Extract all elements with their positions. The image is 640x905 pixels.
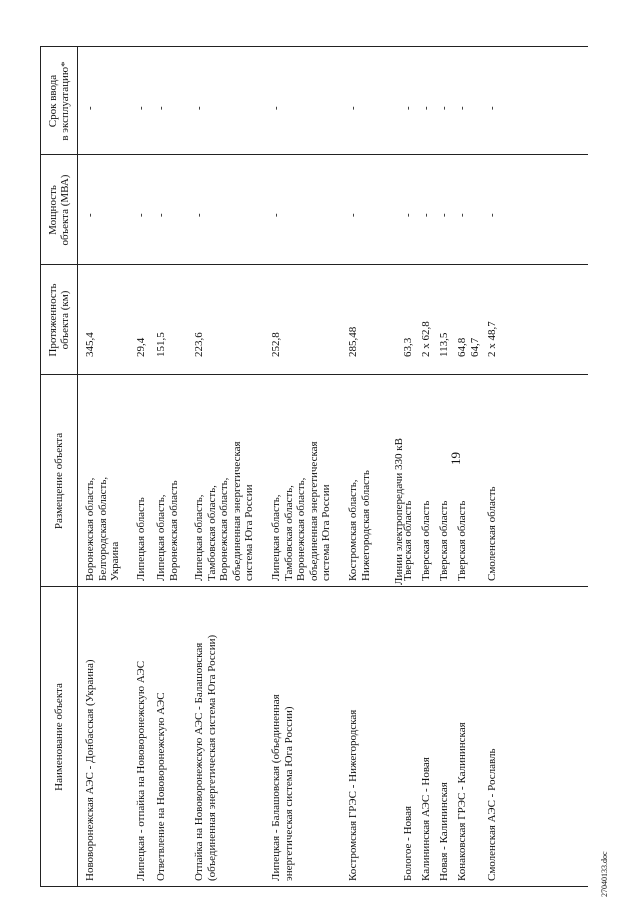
cell-power: - — [347, 213, 359, 217]
cell-location: Тверская область — [456, 500, 468, 581]
header-power: Мощность объекта (МВА) — [46, 174, 71, 246]
header-date: Срок ввода в эксплуатацию* — [46, 61, 71, 141]
cell-length: 2 х 48,7 — [486, 321, 498, 357]
cell-date: - — [84, 106, 96, 110]
cell-date: - — [155, 106, 167, 110]
col-border — [40, 886, 588, 887]
cell-location: Липецкая область, Воронежская область — [155, 480, 180, 581]
cell-name: Липецкая - отпайка на Нововоронежскую АЭС — [135, 660, 147, 881]
cell-name: Ответвление на Нововоронежскую АЭС — [155, 692, 167, 881]
cell-name: Липецкая - Балашовская (объединенная энергетическая система Юга России) — [270, 694, 295, 881]
cell-location: Тверская область — [420, 500, 432, 581]
cell-power: - — [135, 213, 147, 217]
col-border — [40, 154, 588, 155]
header-location: Размещение объекта — [52, 432, 65, 530]
header-length: Протяженность объекта (км) — [46, 283, 71, 357]
cell-length: 252,8 — [270, 332, 282, 357]
cell-power: - — [438, 213, 450, 217]
cell-power: - — [456, 213, 468, 217]
cell-location: Костромская область, Нижегородская область — [347, 470, 372, 581]
col-border — [40, 586, 588, 587]
cell-power: - — [270, 213, 282, 217]
cell-length: 345,4 — [84, 332, 96, 357]
cell-length: 29,4 — [135, 337, 147, 357]
cell-location: Тверская область — [438, 500, 450, 581]
cell-name: Отпайка на Нововоронежскую АЭС - Балашовская (объединенная энергетическая система Юга России) — [193, 634, 218, 881]
col-border — [40, 46, 588, 47]
cell-length: 2 х 62,8 — [420, 321, 432, 357]
cell-date: - — [193, 106, 205, 110]
cell-power: - — [155, 213, 167, 217]
cell-name: Костромская ГРЭС - Нижегородская — [347, 709, 359, 881]
cell-date: - — [135, 106, 147, 110]
cell-power: - — [402, 213, 414, 217]
page-number: 19 — [448, 452, 463, 465]
cell-power: - — [84, 213, 96, 217]
cell-power: - — [420, 213, 432, 217]
col-border — [40, 264, 588, 265]
cell-location: Липецкая область, Тамбовская область, Воронежская область, объединенная энергетическая система Юга России — [193, 441, 255, 581]
cell-date: - — [438, 106, 450, 110]
table-header-border — [77, 47, 78, 887]
cell-location: Смоленская область — [486, 486, 498, 581]
cell-length: 151,5 — [155, 332, 167, 357]
cell-date: - — [270, 106, 282, 110]
cell-date: - — [402, 106, 414, 110]
cell-length: 285,48 — [347, 326, 359, 357]
cell-name: Бологое - Новая — [402, 805, 414, 881]
col-border — [40, 374, 588, 375]
cell-length: 64,8 64,7 — [456, 337, 481, 357]
cell-location: Липецкая область — [135, 497, 147, 581]
cell-date: - — [420, 106, 432, 110]
section-title: Линии электропередачи 330 кВ — [393, 438, 405, 585]
cell-length: 63,3 — [402, 337, 414, 357]
cell-name: Нововоронежская АЭС - Донбасская (Украина) — [84, 659, 96, 881]
footer-code: 27040133.doc — [600, 851, 609, 897]
cell-location: Воронежская область, Белгородская область, Украина — [84, 476, 121, 581]
cell-length: 223,6 — [193, 332, 205, 357]
cell-power: - — [486, 213, 498, 217]
cell-date: - — [347, 106, 359, 110]
cell-location: Тверская область — [402, 500, 414, 581]
cell-length: 113,5 — [438, 332, 450, 357]
cell-date: - — [456, 106, 468, 110]
cell-name: Калининская АЭС - Новая — [420, 757, 432, 881]
cell-power: - — [193, 213, 205, 217]
cell-name: Смоленская АЭС - Рославль — [486, 748, 498, 881]
cell-name: Конаковская ГРЭС - Калининская — [456, 722, 468, 881]
cell-name: Новая - Калининская — [438, 782, 450, 881]
cell-location: Липецкая область, Тамбовская область, Воронежская область, объединенная энергетическая система Юга России — [270, 441, 332, 581]
header-name: Наименование объекта — [52, 683, 65, 791]
cell-date: - — [486, 106, 498, 110]
